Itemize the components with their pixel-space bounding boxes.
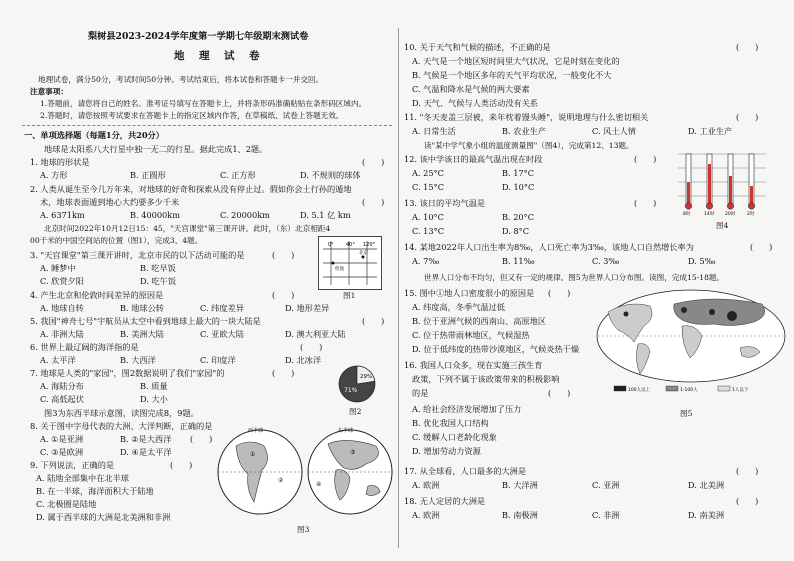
q4-answer-blank[interactable]: ( ) xyxy=(272,291,295,300)
q5-option-c[interactable]: C. 亚欧大陆 xyxy=(200,329,244,339)
q15-stem: 15. 图中①地人口密度很小的原因是 xyxy=(404,288,535,298)
q9-option-a[interactable]: A. 陆地全部集中在北半球 xyxy=(36,473,129,483)
q4-option-b[interactable]: B. 地球公转 xyxy=(120,303,164,313)
instructions-item-1: 1.答题前，请您将自己的姓名、准考证号填写在答题卡上，并将条形码准确粘贴在条形码区域内。 xyxy=(40,99,367,108)
q15-option-b[interactable]: B. 位于亚洲气候的西南山、高原地区 xyxy=(412,316,547,326)
figure-1-time-grid xyxy=(318,236,382,290)
q7-answer-blank[interactable]: ( ) xyxy=(272,369,295,378)
q14-option-c[interactable]: C. 3‰ xyxy=(592,256,620,266)
q7-option-a[interactable]: A. 海陆分布 xyxy=(40,381,84,391)
fig1-label-beijing: 北京 xyxy=(359,251,368,256)
q16-answer-blank[interactable]: ( ) xyxy=(548,389,571,398)
q1-stem: 1. 地球的形状是 xyxy=(30,157,90,167)
q6-option-a[interactable]: A. 太平洋 xyxy=(40,355,76,365)
q8-option-b[interactable]: B. ②是大西洋 xyxy=(120,434,172,444)
q13-option-b[interactable]: B. 20°C xyxy=(502,212,534,222)
q16-stem-cont: 政策，下列不属于该政策带来的积极影响 xyxy=(412,374,560,384)
q11-stem: 11. "冬天麦盖三层被，来年枕着馒头睡"，说明地理与什么密切相关 xyxy=(404,112,649,122)
q4-stem: 4. 产生北京和伦敦时间差异的原因是 xyxy=(30,290,164,300)
fig4-label-20: 20时 xyxy=(725,212,736,216)
q2-option-b[interactable]: B. 40000km xyxy=(130,210,180,220)
exam-title: 梨树县2023-2024学年度第一学期七年级期末测试卷 xyxy=(88,31,309,42)
fig4-label-8: 8时 xyxy=(683,212,691,216)
q6-option-c[interactable]: C. 印度洋 xyxy=(200,355,236,365)
q17-option-c[interactable]: C. 亚洲 xyxy=(592,480,620,490)
q3-answer-blank[interactable]: ( ) xyxy=(272,251,295,260)
q14-option-a[interactable]: A. 7‰ xyxy=(412,256,440,266)
intro-q8-9: 图3为东西半球示意图，读图完成8，9题。 xyxy=(44,408,199,418)
q9-stem: 9. 下列说法，正确的是 xyxy=(30,460,115,470)
intro-q3-4-line2: 00千米的中国空间站的位置（图1），完成3、4题。 xyxy=(30,236,203,245)
q16-option-b[interactable]: B. 优化我国人口结构 xyxy=(412,418,489,428)
q9-answer-blank[interactable]: ( ) xyxy=(170,461,193,470)
figure-3-hemispheres xyxy=(216,424,394,520)
q15-answer-blank[interactable]: ( ) xyxy=(548,289,571,298)
q1-option-c[interactable]: C. 正方形 xyxy=(220,170,256,180)
q6-option-b[interactable]: B. 大西洋 xyxy=(120,355,156,365)
q8-option-a[interactable]: A. ①是亚洲 xyxy=(40,434,84,444)
q8-option-d[interactable]: D. ④是太平洋 xyxy=(120,447,172,457)
q3-stem: 3. "天宫课堂"第三课开讲时，北京市民的以下活动可能的是 xyxy=(30,250,245,260)
q16-option-c[interactable]: C. 缓解人口老龄化现象 xyxy=(412,432,497,442)
q11-option-a[interactable]: A. 日常生活 xyxy=(412,126,456,136)
q16-option-a[interactable]: A. 给社会经济发展增加了压力 xyxy=(412,404,522,414)
fig2-label-ocean: 71% xyxy=(344,387,358,394)
q5-stem: 5. 我国"神舟七号"宇航员从太空中看到地球上最大的一块大陆是 xyxy=(30,316,261,326)
q3-option-a[interactable]: A. 睡梦中 xyxy=(40,263,76,273)
fig1-label-40: 40° xyxy=(346,242,355,248)
q18-option-b[interactable]: B. 南极洲 xyxy=(502,510,538,520)
q15-option-c[interactable]: C. 位于热带雨林地区，气候湿热 xyxy=(412,330,530,340)
q12-option-c[interactable]: C. 15°C xyxy=(412,182,444,192)
fig3-label-4: ④ xyxy=(316,481,322,488)
q1-option-a[interactable]: A. 方形 xyxy=(40,170,68,180)
q13-option-c[interactable]: C. 13°C xyxy=(412,226,444,236)
q18-option-a[interactable]: A. 欧洲 xyxy=(412,510,440,520)
fig3-label-2: ② xyxy=(278,477,284,484)
figure-4-caption: 图4 xyxy=(716,221,729,230)
q2-stem: 2. 人类从诞生至今几万年来，对地球的好奇和探索从没有停止过。假如你会土行孙的遁地 xyxy=(30,184,352,194)
q10-option-c[interactable]: C. 气温和降水是气候的两大要素 xyxy=(412,84,530,94)
instructions-label: 注意事项： xyxy=(30,87,68,96)
figure-4-thermometers xyxy=(674,148,770,216)
q13-answer-blank[interactable]: ( ) xyxy=(634,199,657,208)
q10-option-a[interactable]: A. 天气是一个地区短时间里大气状况，它是时刻在变化的 xyxy=(412,56,620,66)
q2-answer-blank[interactable]: ( ) xyxy=(362,198,385,207)
q10-option-d[interactable]: D. 天气、气候与人类活动没有关系 xyxy=(412,98,539,108)
intro-q15-18: 世界人口分布不均匀，但又有一定的规律。图5为世界人口分布图。读图，完成15-18题。 xyxy=(424,273,725,282)
figure-1-caption: 图1 xyxy=(343,291,356,300)
fig5-legend-high: 100人以上 xyxy=(628,388,651,393)
q4-option-d[interactable]: D. 地形差异 xyxy=(285,303,330,313)
section-heading: 一、单项选择题（每题1分，共20分） xyxy=(24,130,164,140)
q18-answer-blank[interactable]: ( ) xyxy=(736,497,759,506)
instructions-line: 地理试卷，满分50分，考试时间50分钟。考试结束后，将本试卷和答题卡一并交回。 xyxy=(38,75,324,84)
q3-option-c[interactable]: C. 欣赏夕阳 xyxy=(40,276,84,286)
q5-answer-blank[interactable]: ( ) xyxy=(362,317,385,326)
q15-option-a[interactable]: A. 纬度高，冬季气温过低 xyxy=(412,302,505,312)
figure-5-caption: 图5 xyxy=(680,409,693,418)
q11-answer-blank[interactable]: ( ) xyxy=(736,113,759,122)
instructions-item-2: 2.答题时，请您按照考试要求在答题卡上的指定区域内作答，在草稿纸、试卷上答题无效。 xyxy=(40,111,344,120)
q11-option-b[interactable]: B. 农业生产 xyxy=(502,126,546,136)
q2-stem-cont: 术，地球表面遁到地心大约要多少千米 xyxy=(40,197,180,207)
fig4-label-2: 2时 xyxy=(747,212,755,216)
subject-title: 地 理 试 卷 xyxy=(174,50,262,62)
q10-option-b[interactable]: B. 气候是一个地区多年的天气平均状况，一般变化不大 xyxy=(412,70,612,80)
q14-stem: 14. 某地2022年人口出生率为8‰，人口死亡率为3‰，该地人口自然增长率为 xyxy=(404,242,694,252)
q6-stem: 6. 世界上最辽阔的海洋指的是 xyxy=(30,342,139,352)
q1-answer-blank[interactable]: ( ) xyxy=(362,158,385,167)
q6-option-d[interactable]: D. 北冰洋 xyxy=(285,355,322,365)
q17-option-b[interactable]: B. 大洋洲 xyxy=(502,480,538,490)
q6-answer-blank[interactable]: ( ) xyxy=(300,343,323,352)
fig3-label-3: ③ xyxy=(350,449,356,456)
q2-option-d[interactable]: D. 5.1 亿 km xyxy=(300,210,351,220)
q12-option-a[interactable]: A. 25°C xyxy=(412,168,444,178)
right-column xyxy=(398,0,794,561)
fig3-label-east: 东半球 xyxy=(338,428,354,434)
q8-answer-blank[interactable]: ( ) xyxy=(190,435,213,444)
q7-option-d[interactable]: D. 大小 xyxy=(140,394,168,404)
q11-option-d[interactable]: D. 工业生产 xyxy=(688,126,733,136)
q18-option-d[interactable]: D. 南美洲 xyxy=(688,510,725,520)
q12-option-d[interactable]: D. 10°C xyxy=(502,182,535,192)
q2-option-c[interactable]: C. 20000km xyxy=(220,210,270,220)
q2-option-a[interactable]: A. 6371km xyxy=(40,210,85,220)
figure-5-world-population-map xyxy=(594,286,788,398)
figure-3-caption: 图3 xyxy=(297,525,310,534)
q3-option-d[interactable]: D. 吃午饭 xyxy=(140,276,177,286)
q17-answer-blank[interactable]: ( ) xyxy=(736,467,759,476)
q18-option-c[interactable]: C. 非洲 xyxy=(592,510,620,520)
fig1-label-0: 0° xyxy=(328,242,334,248)
intro-q3-4-line1: 北京时间2022年10月12日15：45，"天宫课堂"第三课开讲。此时，（东）北京相距4 xyxy=(44,224,331,233)
fig3-label-west: 西半球 xyxy=(248,428,264,434)
q13-option-d[interactable]: D. 8°C xyxy=(502,226,530,236)
fig5-legend-mid: 1-100人 xyxy=(680,388,698,393)
q7-stem: 7. 地球是人类的"家园"，图2数据说明了我们"家园"的 xyxy=(30,368,225,378)
q16-option-d[interactable]: D. 增加劳动力资源 xyxy=(412,446,481,456)
q4-option-c[interactable]: C. 纬度差异 xyxy=(200,303,244,313)
q18-stem: 18. 无人定居的大洲是 xyxy=(404,496,486,506)
figure-2-pie xyxy=(337,364,377,404)
q10-stem: 10. 关于天气和气候的描述，不正确的是 xyxy=(404,42,551,52)
q11-option-c[interactable]: C. 风土人情 xyxy=(592,126,636,136)
figure-2-caption: 图2 xyxy=(349,407,362,416)
fig3-label-1: ① xyxy=(250,451,256,458)
q9-option-d[interactable]: D. 属于西半球的大洲是北美洲和非洲 xyxy=(36,512,171,522)
q1-option-b[interactable]: B. 正圆形 xyxy=(130,170,166,180)
q17-stem: 17. 从全球看，人口最多的大洲是 xyxy=(404,466,527,476)
q3-option-b[interactable]: B. 吃早饭 xyxy=(140,263,176,273)
q5-option-a[interactable]: A. 非洲大陆 xyxy=(40,329,84,339)
q12-answer-blank[interactable]: ( ) xyxy=(634,155,657,164)
q9-option-b[interactable]: B. 在一半球，海洋面积大于陆地 xyxy=(36,486,154,496)
q16-stem: 16. 我国人口众多，现在实施三孩生育 xyxy=(404,360,543,370)
q13-stem: 13. 该日的平均气温是 xyxy=(404,198,486,208)
q14-answer-blank[interactable]: ( ) xyxy=(750,243,773,252)
q13-option-a[interactable]: A. 10°C xyxy=(412,212,444,222)
intro-q12-13: 读"某中学气象小组的温度测量图"（图4），完成第12、13题。 xyxy=(424,141,634,150)
fig4-label-14: 14时 xyxy=(704,212,715,216)
q4-option-a[interactable]: A. 地球自转 xyxy=(40,303,84,313)
fig5-legend-low: 1人以下 xyxy=(732,388,749,393)
q14-option-b[interactable]: B. 11‰ xyxy=(502,256,535,266)
q12-stem: 12. 该中学该日的最高气温出现在时段 xyxy=(404,154,543,164)
fig1-label-120: 120° xyxy=(363,242,376,248)
fig2-label-land: 29% xyxy=(360,374,373,380)
q8-stem: 8. 关于图中字母代表的大洲、大洋判断，正确的是 xyxy=(30,421,213,431)
q17-option-a[interactable]: A. 欧洲 xyxy=(412,480,440,490)
q17-option-d[interactable]: D. 北美洲 xyxy=(688,480,725,490)
dashed-divider xyxy=(22,125,392,126)
q1-option-d[interactable]: D. 不规则的球体 xyxy=(300,170,361,180)
q15-option-d[interactable]: D. 位于低纬度的热带沙漠地区，气候炎热干燥 xyxy=(412,344,580,354)
q12-option-b[interactable]: B. 17°C xyxy=(502,168,534,178)
section-intro: 地球是太阳系八大行星中独一无二的行星。据此完成1、2题。 xyxy=(44,144,268,154)
q10-answer-blank[interactable]: ( ) xyxy=(736,43,759,52)
q7-option-b[interactable]: B. 质量 xyxy=(140,381,168,391)
q7-option-c[interactable]: C. 高低起伏 xyxy=(40,394,84,404)
fig1-label-london: 伦敦 xyxy=(335,267,344,272)
q14-option-d[interactable]: D. 5‰ xyxy=(688,256,716,266)
q8-option-c[interactable]: C. ③是欧洲 xyxy=(40,447,84,457)
q5-option-d[interactable]: D. 澳大利亚大陆 xyxy=(285,329,346,339)
q9-option-c[interactable]: C. 北极圈是陆地 xyxy=(36,499,97,509)
q16-stem-end: 的是 xyxy=(412,388,429,398)
q5-option-b[interactable]: B. 美洲大陆 xyxy=(120,329,164,339)
